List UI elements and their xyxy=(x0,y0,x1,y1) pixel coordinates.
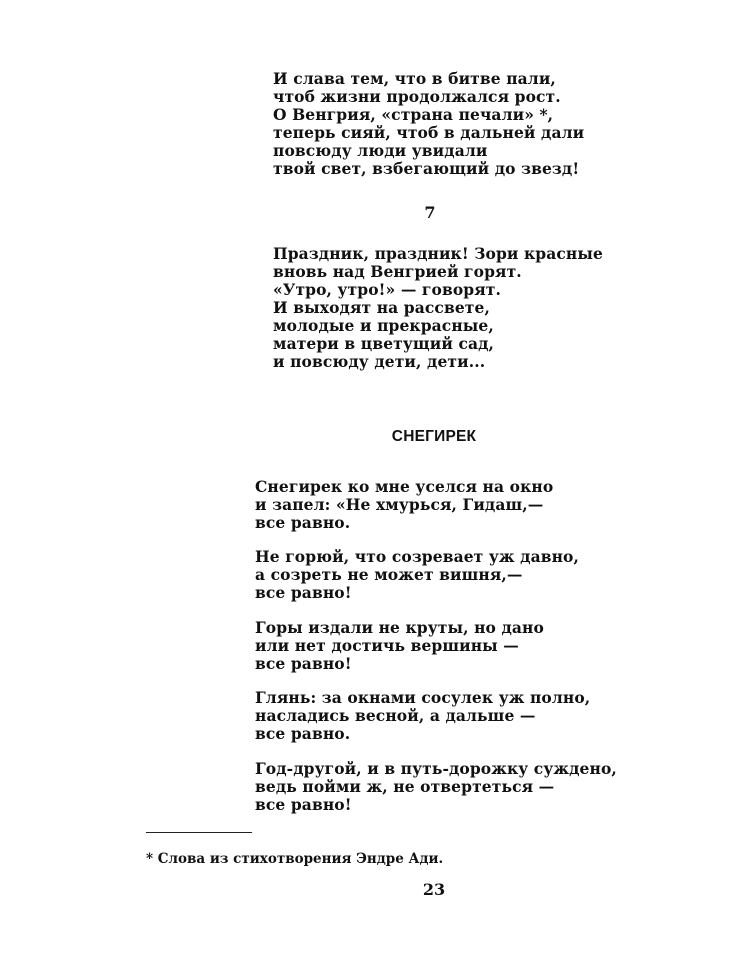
verse-line: все равно! xyxy=(255,583,352,602)
verse-line: ведь пойми ж, не отвертеться — xyxy=(255,777,555,796)
verse-line: вновь над Венгрией горят. xyxy=(273,262,522,281)
verse-line: теперь сияй, чтоб в дальней дали xyxy=(273,123,585,142)
verse-line: И слава тем, что в битве пали, xyxy=(273,69,556,88)
verse-line: матери в цветущий сад, xyxy=(273,334,495,353)
footnote: * Слова из стихотворения Эндре Ади. xyxy=(146,851,444,867)
verse-line: и запел: «Не хмурься, Гидаш,— xyxy=(255,495,544,514)
verse-line: «Утро, утро!» — говорят. xyxy=(273,280,501,299)
verse-line: Снегирек ко мне уселся на окно xyxy=(255,477,554,496)
verse-line: И выходят на рассвете, xyxy=(273,298,490,317)
verse-line: повсюду люди увидали xyxy=(273,141,488,160)
verse-line: твой свет, взбегающий до звезд! xyxy=(273,159,580,178)
verse-line: или нет достичь вершины — xyxy=(255,636,519,655)
page-number: 23 xyxy=(422,880,446,899)
verse-line: О Венгрия, «страна печали» *, xyxy=(273,105,554,124)
verse-line: Праздник, праздник! Зори красные xyxy=(273,244,603,263)
verse-line: Не горюй, что созревает уж давно, xyxy=(255,547,579,566)
verse-line: Горы издали не круты, но дано xyxy=(255,618,544,637)
verse-line: молодые и прекрасные, xyxy=(273,316,494,335)
verse-line: все равно. xyxy=(255,724,351,743)
verse-line: чтоб жизни продолжался рост. xyxy=(273,87,561,106)
section-number: 7 xyxy=(424,203,436,222)
verse-line: все равно! xyxy=(255,795,352,814)
verse-line: а созреть не может вишня,— xyxy=(255,565,523,584)
verse-line: все равно! xyxy=(255,654,352,673)
verse-line: Год-другой, и в путь-дорожку суждено, xyxy=(255,759,617,778)
verse-line: насладись весной, а дальше — xyxy=(255,706,536,725)
verse-line: все равно. xyxy=(255,513,351,532)
verse-line: и повсюду дети, дети... xyxy=(273,352,486,371)
verse-line: Глянь: за окнами сосулек уж полно, xyxy=(255,688,591,707)
footnote-rule xyxy=(146,832,252,833)
poem-title: СНЕГИРЕК xyxy=(391,428,477,445)
